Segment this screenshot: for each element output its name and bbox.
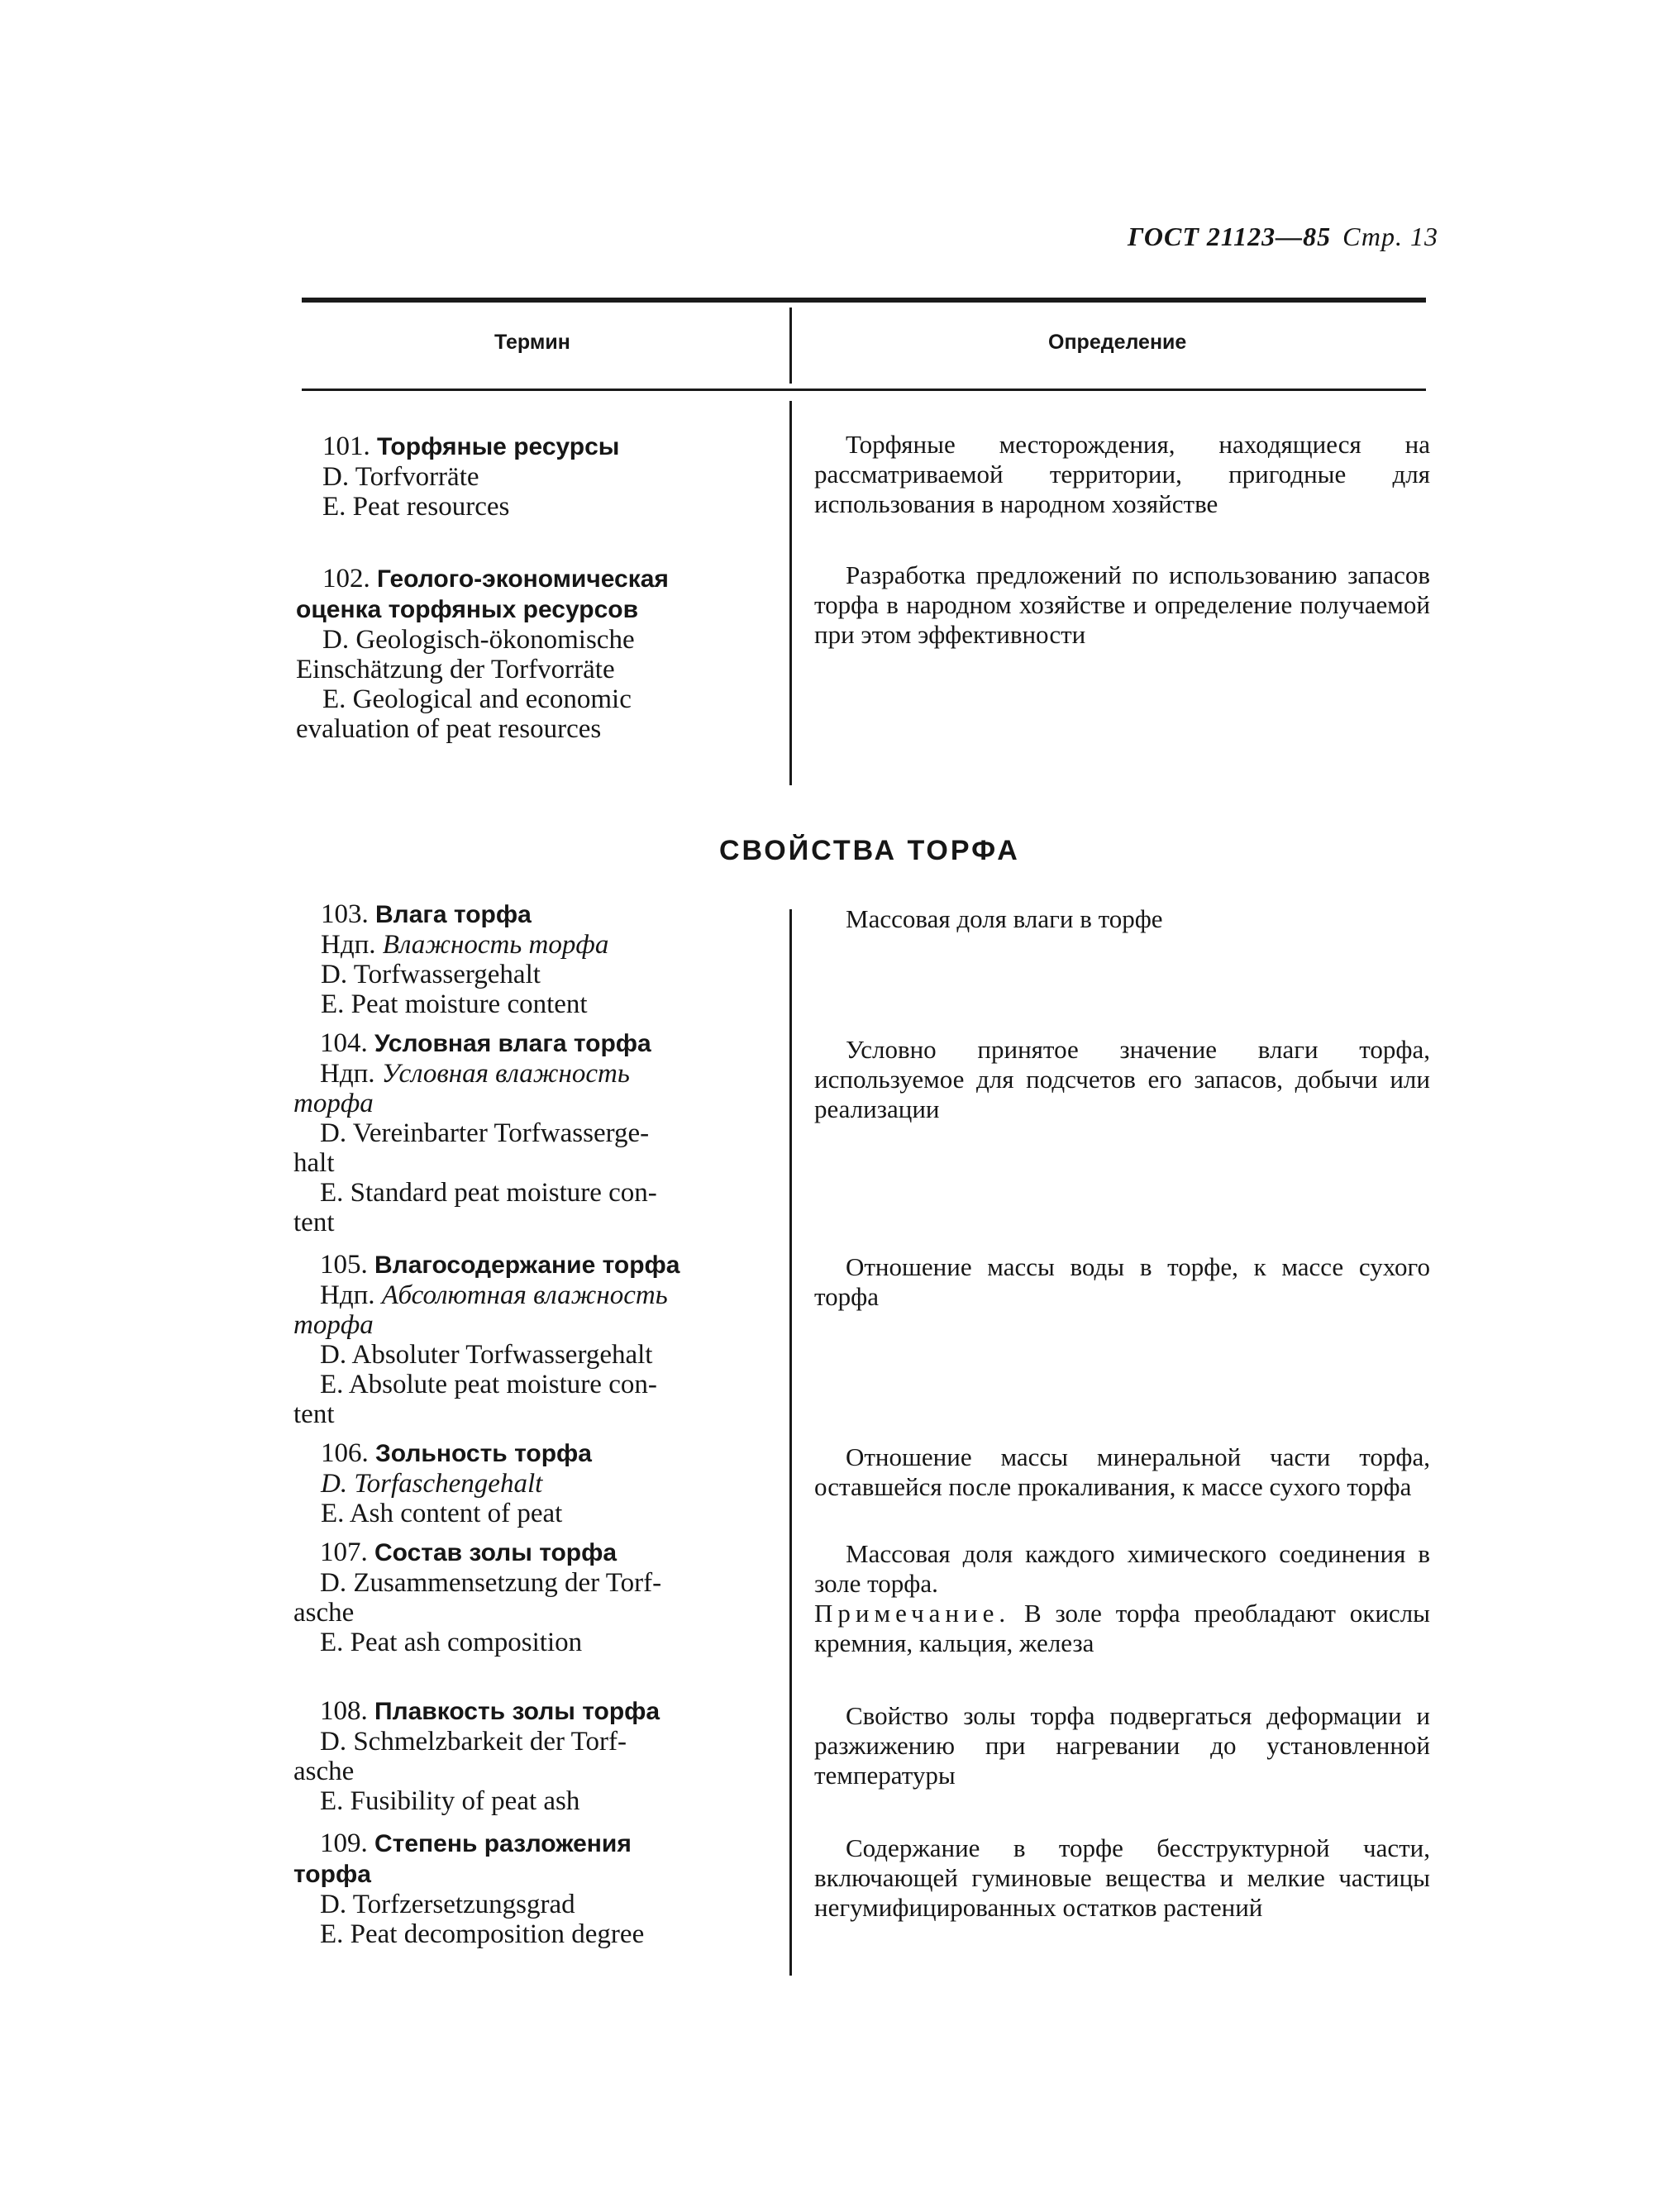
note-label: Примечание. [814, 1599, 1011, 1628]
term-ndp-cont: торфа [293, 1089, 374, 1118]
term-de: D. Torfwassergehalt [321, 960, 541, 989]
term-en: E. Fusibility of peat ash [320, 1786, 580, 1816]
term-102 [296, 564, 775, 744]
term-de: D. Vereinbarter Torfwasserge- [320, 1118, 650, 1148]
definition-text: Массовая доля каждого химического соединения в золе торфа. [814, 1539, 1430, 1598]
term-en: E. Peat ash composition [320, 1628, 583, 1657]
term-en: E. Standard peat moisture con- [320, 1178, 657, 1208]
term-108 [293, 1696, 773, 1816]
term-title: 104. Условная влага торфа [320, 1028, 651, 1058]
term-de: D. Torfzersetzungsgrad [320, 1890, 575, 1919]
term-de: D. Absoluter Torfwassergehalt [320, 1340, 653, 1370]
definition-103: Массовая доля влаги в торфе [846, 904, 1163, 933]
column-header-definition: Определение [1048, 331, 1187, 354]
section-title: СВОЙСТВА ТОРФА [719, 835, 1020, 866]
term-title: 106. Зольность торфа [321, 1438, 592, 1468]
table-header-rule [302, 389, 1426, 391]
term-107 [293, 1537, 773, 1657]
term-ndp: Ндп. Абсолютная влажность [320, 1280, 668, 1310]
column-header-term: Термин [494, 331, 570, 354]
term-de-cont: asche [293, 1757, 355, 1786]
term-en-cont: evaluation of peat resources [296, 714, 602, 744]
term-106 [321, 1438, 800, 1528]
page-header [1075, 222, 1438, 252]
term-de: D. Schmelzbarkeit der Torf- [320, 1727, 627, 1757]
standard-number: ГОСТ 21123—85 [1127, 222, 1332, 251]
term-de-cont: asche [293, 1598, 355, 1628]
definition-106: Отношение массы минеральной части торфа, оставшейся после прокаливания, к массе сухого торфа [814, 1442, 1430, 1501]
term-103 [321, 899, 800, 1019]
term-title: 109. Степень разложения [320, 1828, 632, 1858]
term-ndp: Ндп. Влажность торфа [321, 930, 609, 960]
term-title: 105. Влагосодержание торфа [320, 1250, 680, 1280]
term-en: E. Ash content of peat [321, 1499, 563, 1528]
definition-109: Содержание в торфе бесструктурной части, включающей гуминовые вещества и мелкие частицы негумифицированных остатков растений [814, 1833, 1430, 1922]
definition-107 [814, 1539, 1430, 1658]
definition-101: Торфяные месторождения, находящиеся на рассматриваемой территории, пригодные для использования в народном хозяйстве [814, 430, 1430, 518]
term-105 [293, 1250, 773, 1429]
term-ndp-cont: торфа [293, 1310, 374, 1340]
definition-105: Отношение массы воды в торфе, к массе сухого торфа [814, 1252, 1430, 1311]
term-de: D. Torfvorräte [322, 462, 479, 492]
term-title-cont: оценка торфяных ресурсов [296, 596, 639, 623]
term-de-cont: halt [293, 1148, 335, 1178]
term-title: 107. Состав золы торфа [320, 1537, 618, 1567]
term-en: E. Peat resources [322, 492, 510, 522]
definition-102: Разработка предложений по использованию запасов торфа в народном хозяйстве и определение получаемой при этом эффективности [814, 560, 1430, 649]
term-en: E. Absolute peat moisture con- [320, 1370, 657, 1399]
note-text: В золе торфа преобладают окислы кремния, кальция, железа [814, 1599, 1430, 1657]
term-title: 103. Влага торфа [321, 899, 532, 929]
term-title: 102. Геолого-экономическая [322, 564, 669, 594]
term-en-cont: tent [293, 1208, 335, 1237]
column-divider-top [789, 307, 792, 384]
term-109 [293, 1828, 773, 1949]
term-de: D. Torfaschengehalt [321, 1469, 543, 1499]
term-101 [322, 431, 802, 522]
term-104 [293, 1028, 773, 1237]
term-de: D. Zusammensetzung der Torf- [320, 1568, 662, 1598]
term-en: E. Peat decomposition degree [320, 1919, 645, 1949]
definition-108: Свойство золы торфа подвергаться деформации и разжижению при нагревании до установленной температуры [814, 1701, 1430, 1790]
term-en: E. Geological and economic [322, 684, 632, 714]
definition-104: Условно принятое значение влаги торфа, используемое для подсчетов его запасов, добычи или реализации [814, 1035, 1430, 1123]
term-de: D. Geologisch-ökonomische [322, 625, 635, 655]
page-number: Стр. 13 [1342, 222, 1438, 251]
term-ndp: Ндп. Условная влажность [320, 1059, 630, 1089]
term-title: 108. Плавкость золы торфа [320, 1696, 660, 1726]
term-en: E. Peat moisture content [321, 989, 588, 1019]
term-title-cont: торфа [293, 1861, 371, 1888]
term-title: 101. Торфяные ресурсы [322, 431, 620, 461]
table-top-rule [302, 298, 1426, 303]
term-en-cont: tent [293, 1399, 335, 1429]
term-de-cont: Einschätzung der Torfvorräte [296, 655, 615, 684]
